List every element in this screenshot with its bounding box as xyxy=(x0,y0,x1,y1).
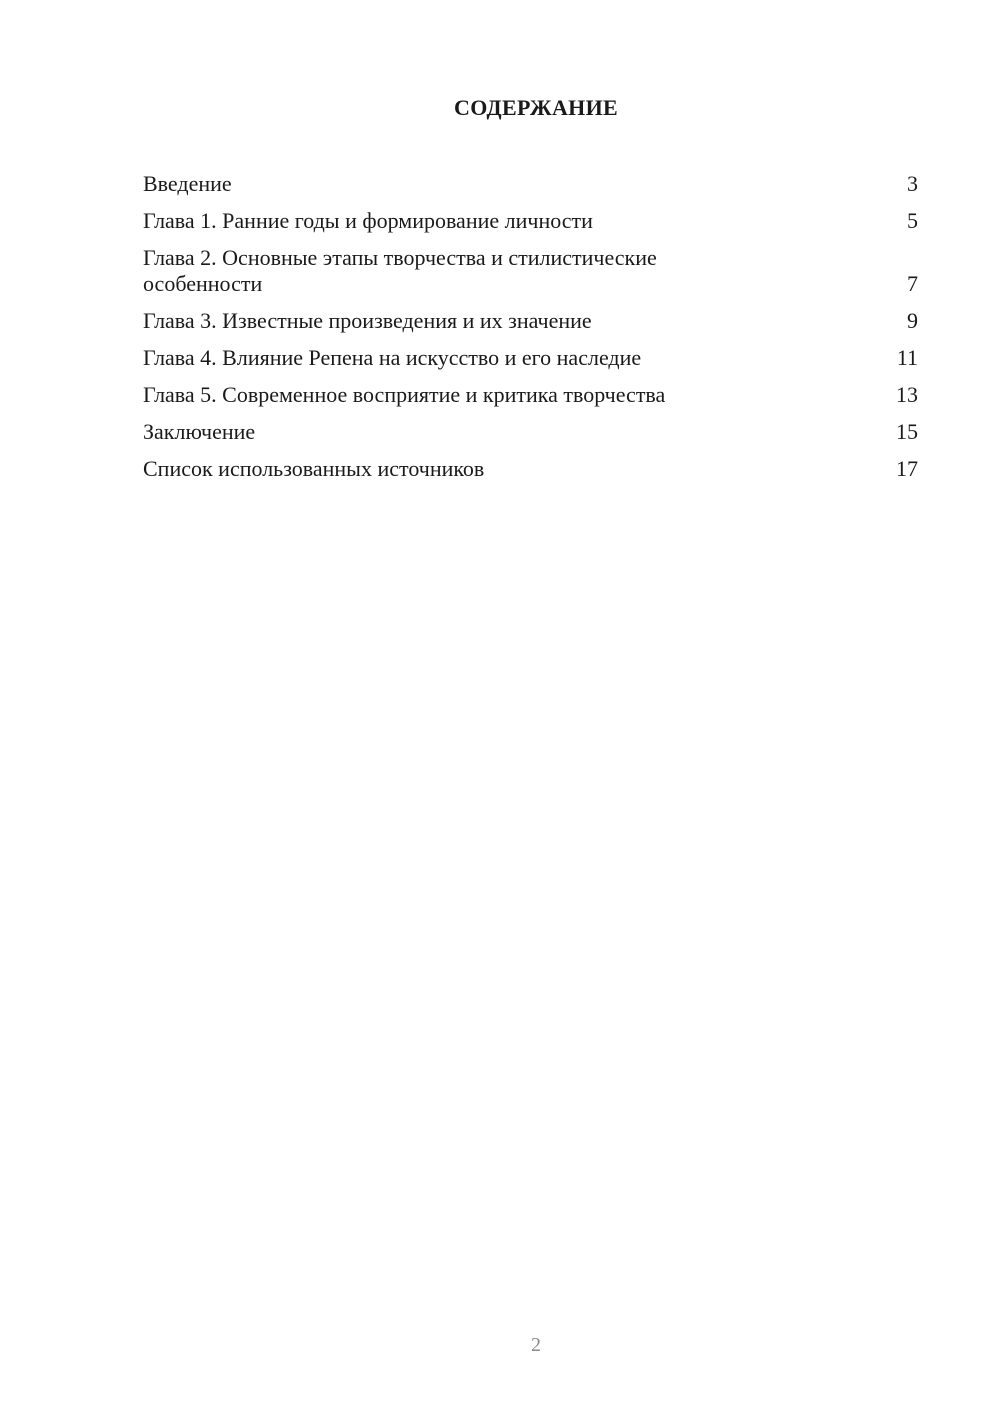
toc-entry-page: 11 xyxy=(896,345,918,370)
toc-entry-chapter-1[interactable] xyxy=(143,208,918,234)
toc-entry-title: Введение xyxy=(143,171,232,196)
toc-entry-chapter-3[interactable] xyxy=(143,308,918,334)
toc-entry-title: Заключение xyxy=(143,419,256,444)
toc-entry-title: Список использованных источников xyxy=(143,456,485,481)
toc-entry-page: 15 xyxy=(896,419,918,444)
toc-entry-title: Глава 1. Ранние годы и формирование личности xyxy=(143,208,593,233)
toc-entry-page: 17 xyxy=(896,456,918,481)
toc-entry-title: Глава 4. Влияние Репена на искусство и его наследие xyxy=(143,345,642,370)
page-number: 2 xyxy=(531,1334,541,1356)
toc-heading: СОДЕРЖАНИЕ xyxy=(454,95,618,120)
toc-entry-chapter-4[interactable] xyxy=(143,345,918,371)
toc-entry-page: 9 xyxy=(907,308,918,333)
toc-entry-page: 7 xyxy=(907,271,918,296)
toc-entry-introduction[interactable] xyxy=(143,171,918,197)
toc-entry-title: Глава 3. Известные произведения и их значение xyxy=(143,308,592,333)
toc-entry-references[interactable] xyxy=(143,456,918,482)
toc-entry-title: Глава 5. Современное восприятие и критика творчества xyxy=(143,382,666,407)
toc-entry-page: 3 xyxy=(907,171,918,196)
toc-entry-page: 13 xyxy=(896,382,918,407)
table-of-contents xyxy=(143,171,918,493)
toc-entry-chapter-5[interactable] xyxy=(143,382,918,408)
toc-entry-conclusion[interactable] xyxy=(143,419,918,445)
toc-entry-chapter-2[interactable] xyxy=(143,245,918,297)
toc-entry-page: 5 xyxy=(907,208,918,233)
toc-entry-title: Глава 2. Основные этапы творчества и стилистические особенности xyxy=(143,245,657,296)
